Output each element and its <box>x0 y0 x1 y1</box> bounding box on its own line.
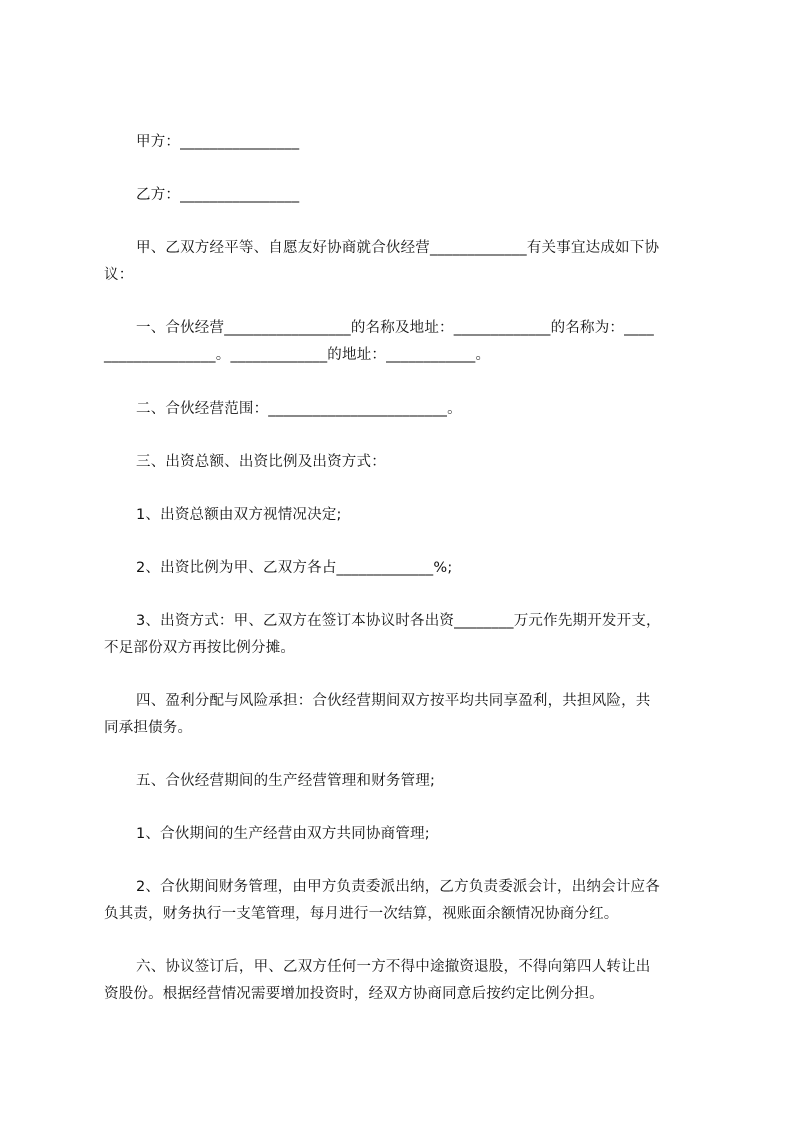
clause-3-heading: 三、出资总额、出资比例及出资方式： <box>136 454 386 470</box>
clause-4-line-2: 同承担债务。 <box>104 720 193 736</box>
clause-5-item-1: 1、合伙期间的生产经营由双方共同协商管理; <box>136 826 430 842</box>
clause-3-item-3-line-1: 3、出资方式：甲、乙双方在签订本协议时各出资________万元作先期开发开支， <box>136 613 661 629</box>
clause-1-line-2: _______________。_____________的地址：____________。 <box>104 347 491 363</box>
clause-3-item-1: 1、出资总额由双方视情况决定; <box>136 507 342 523</box>
clause-6-line-2: 资股份。根据经营情况需要增加投资时，经双方协商同意后按约定比例分担。 <box>104 986 604 1002</box>
intro-paragraph-line-1: 甲、乙双方经平等、自愿友好协商就合伙经营_____________有关事宜达成如下协 <box>136 240 660 256</box>
clause-4-line-1: 四、盈利分配与风险承担：合伙经营期间双方按平均共同享盈利，共担风险，共 <box>136 693 651 709</box>
clause-2-line: 二、合伙经营范围：________________________。 <box>136 401 462 417</box>
party-a-line: 甲方：________________ <box>136 134 300 150</box>
clause-3-item-3-line-2: 不足部份双方再按比例分摊。 <box>104 640 296 656</box>
clause-6-line-1: 六、协议签订后，甲、乙双方任何一方不得中途撤资退股，不得向第四人转让出 <box>136 959 651 975</box>
clause-3-item-2: 2、出资比例为甲、乙双方各占_____________%; <box>136 560 453 576</box>
intro-paragraph-line-2: 议： <box>104 267 134 283</box>
clause-5-item-2-line-2: 负其责，财务执行一支笔管理，每月进行一次结算，视账面余额情况协商分红。 <box>104 906 619 922</box>
clause-5-heading: 五、合伙经营期间的生产经营管理和财务管理; <box>136 773 436 789</box>
party-b-line: 乙方：________________ <box>136 187 300 203</box>
clause-1-line-1: 一、合伙经营_________________的名称及地址：_____________的名称为：____ <box>136 320 654 336</box>
clause-5-item-2-line-1: 2、合伙期间财务管理，由甲方负责委派出纳，乙方负责委派会计，出纳会计应各 <box>136 879 660 895</box>
